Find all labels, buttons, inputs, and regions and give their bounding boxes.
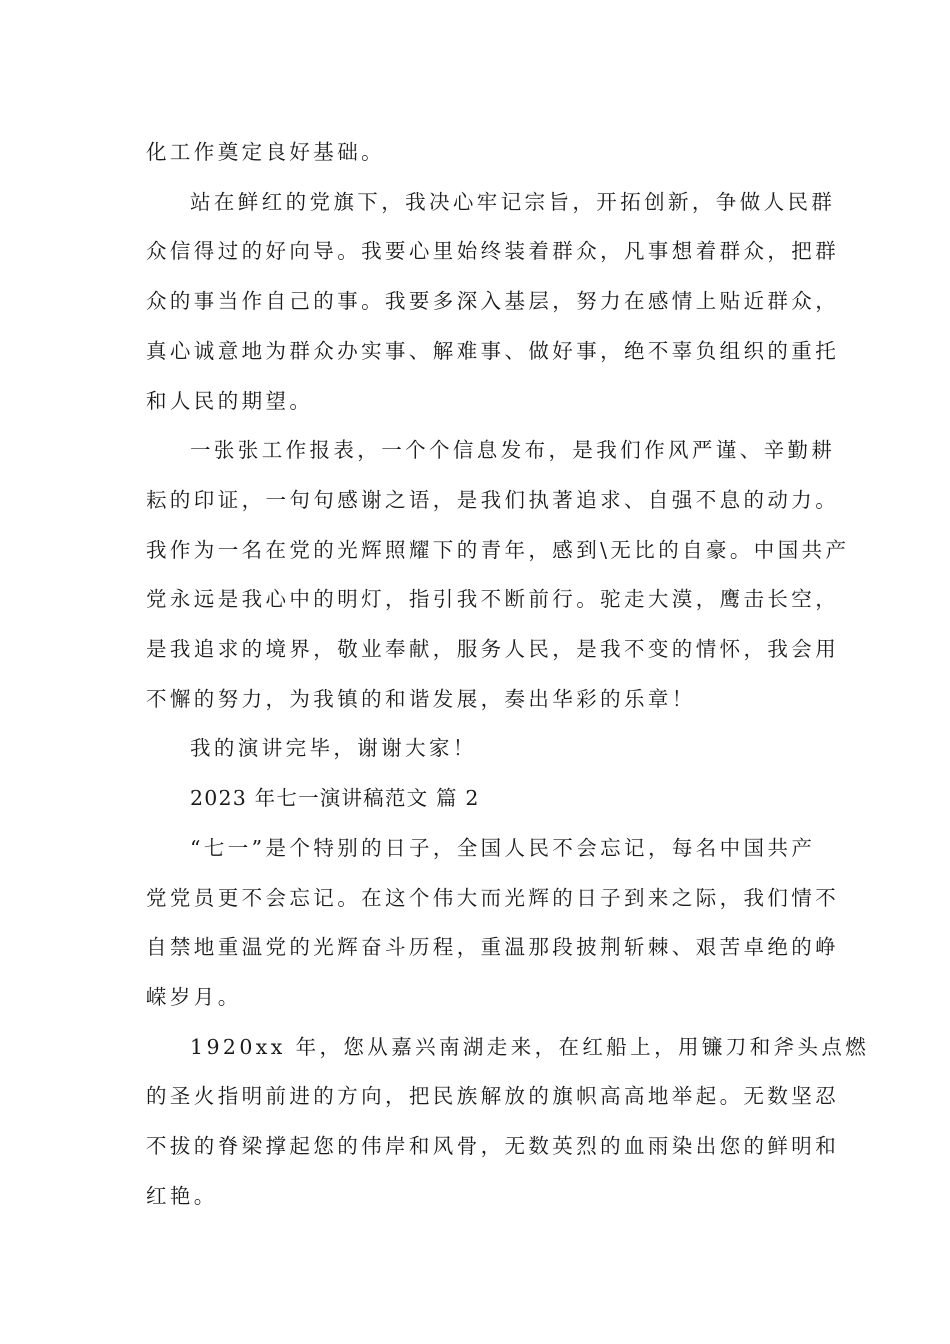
text-line: 耘的印证，一句句感谢之语，是我们执著追求、自强不息的动力。: [146, 487, 840, 512]
document-body: [146, 128, 870, 1221]
text-line: 党党员更不会忘记。在这个伟大而光辉的日子到来之际，我们情不: [146, 885, 840, 910]
paragraph: [146, 1023, 870, 1222]
text-line: 嵘岁月。: [146, 984, 242, 1009]
text-line: 我的演讲完毕，谢谢大家！: [190, 736, 477, 761]
paragraph: [146, 128, 814, 178]
heading-text: 2023 年七一演讲稿范文 篇 2: [190, 786, 480, 811]
text-line: “七一”是个特别的日子，全国人民不会忘记，每名中国共产: [190, 835, 816, 860]
text-line: 站在鲜红的党旗下，我决心牢记宗旨，开拓创新，争做人民群: [190, 189, 836, 214]
text-line: 1920xx 年，您从嘉兴南湖走来，在红船上，用镰刀和斧头点燃: [190, 1034, 870, 1059]
paragraph: [146, 426, 850, 724]
text-line: 是我追求的境界，敬业奉献，服务人民，是我不变的情怀，我会用: [146, 637, 840, 662]
paragraph: [146, 724, 814, 774]
text-line: 一张张工作报表，一个个信息发布，是我们作风严谨、辛勤耕: [190, 438, 836, 463]
text-line: 党永远是我心中的明灯，指引我不断前行。驼走大漠，鹰击长空，: [146, 587, 840, 612]
paragraph: [146, 178, 840, 427]
text-line: 的圣火指明前进的方向，把民族解放的旗帜高高地举起。无数坚忍: [146, 1084, 840, 1109]
paragraph: [146, 824, 840, 1023]
section-heading: [146, 774, 814, 824]
text-line: 不懈的努力，为我镇的和谐发展，奏出华彩的乐章！: [146, 686, 696, 711]
text-line: 真心诚意地为群众办实事、解难事、做好事，绝不辜负组织的重托: [146, 338, 840, 363]
text-line: 众信得过的好向导。我要心里始终装着群众，凡事想着群众，把群: [146, 239, 840, 264]
text-line: 我作为一名在党的光辉照耀下的青年，感到\无比的自豪。中国共产: [146, 537, 850, 562]
text-line: 和人民的期望。: [146, 388, 314, 413]
text-line: 不拔的脊梁撑起您的伟岸和风骨，无数英烈的血雨染出您的鲜明和: [146, 1134, 840, 1159]
text-line: 众的事当作自己的事。我要多深入基层，努力在感情上贴近群众，: [146, 289, 840, 314]
text-line: 红艳。: [146, 1183, 218, 1208]
text-line: 自禁地重温党的光辉奋斗历程，重温那段披荆斩棘、艰苦卓绝的峥: [146, 935, 840, 960]
text-line: 化工作奠定良好基础。: [146, 140, 385, 164]
